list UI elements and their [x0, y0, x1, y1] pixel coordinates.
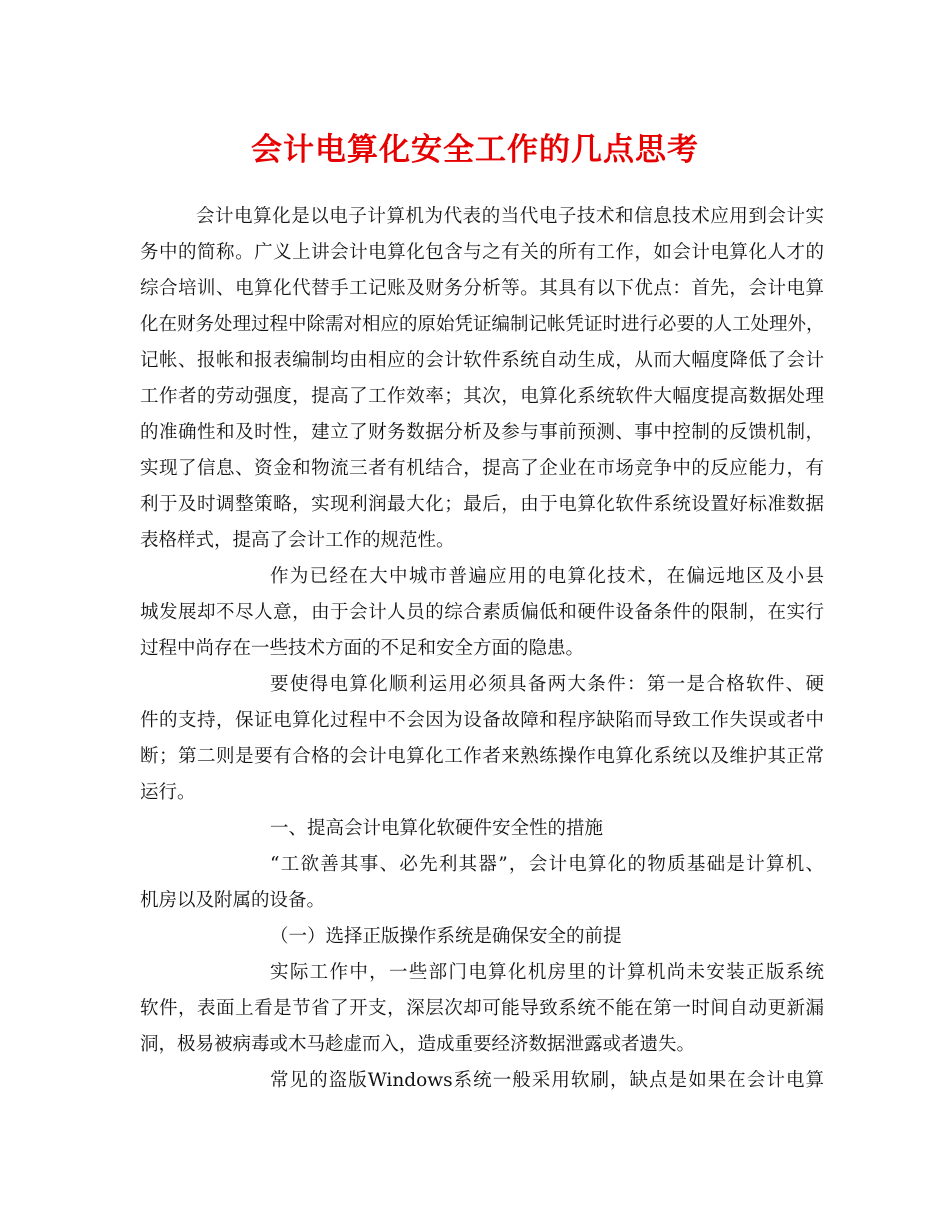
text-line: （一）选择正版操作系统是确保安全的前提	[270, 926, 622, 947]
text-line: 务中的简称。广义上讲会计电算化包含与之有关的所有工作，如会计电算化人才的	[140, 242, 824, 263]
text-line: 作为已经在大中城市普遍应用的电算化技术，在偏远地区及小县	[270, 566, 824, 587]
text-line: 软件，表面上看是节省了开支，深层次却可能导致系统不能在第一时间自动更新漏	[140, 998, 824, 1019]
text-line: 化在财务处理过程中除需对相应的原始凭证编制记帐凭证时进行必要的人工处理外，	[140, 314, 825, 335]
text-line: 表格样式，提高了会计工作的规范性。	[140, 530, 455, 551]
text-line: 洞，极易被病毒或木马趁虚而入，造成重要经济数据泄露或者遗失。	[140, 1034, 696, 1055]
text-line: 的准确性和及时性，建立了财务数据分析及参与事前预测、事中控制的反馈机制，	[140, 422, 824, 443]
text-line: 实现了信息、资金和物流三者有机结合，提高了企业在市场竞争中的反应能力，有	[140, 458, 824, 479]
text-line: 城发展却不尽人意，由于会计人员的综合素质偏低和硬件设备条件的限制，在实行	[140, 602, 824, 623]
text-line: 机房以及附属的设备。	[140, 890, 326, 911]
page-title: 会计电算化安全工作的几点思考	[251, 132, 699, 168]
text-line: “工欲善其事、必先利其器”，会计电算化的物质基础是计算机、	[270, 854, 824, 875]
text-line: 实际工作中，一些部门电算化机房里的计算机尚未安装正版系统	[270, 962, 824, 983]
text-line: 断；第二则是要有合格的会计电算化工作者来熟练操作电算化系统以及维护其正常	[140, 746, 824, 767]
text-line: 运行。	[140, 782, 196, 803]
text-line: 工作者的劳动强度，提高了工作效率；其次，电算化系统软件大幅度提高数据处理	[140, 386, 824, 407]
text-line: 一、提高会计电算化软硬件安全性的措施	[270, 818, 604, 839]
document-body	[140, 199, 824, 1099]
text-line: 会计电算化是以电子计算机为代表的当代电子技术和信息技术应用到会计实	[196, 206, 824, 227]
text-line: 利于及时调整策略，实现利润最大化；最后，由于电算化软件系统设置好标准数据	[140, 494, 824, 515]
text-line: 过程中尚存在一些技术方面的不足和安全方面的隐患。	[140, 638, 585, 659]
text-line: 要使得电算化顺利运用必须具备两大条件：第一是合格软件、硬	[270, 674, 824, 695]
text-line: 件的支持，保证电算化过程中不会因为设备故障和程序缺陷而导致工作失误或者中	[140, 710, 824, 731]
text-line: 综合培训、电算化代替手工记账及财务分析等。其具有以下优点：首先，会计电算	[140, 278, 824, 299]
text-line: 记帐、报帐和报表编制均由相应的会计软件系统自动生成，从而大幅度降低了会计	[140, 350, 824, 371]
text-line: 常见的盗版Windows系统一般采用软刷，缺点是如果在会计电算	[270, 1070, 824, 1091]
